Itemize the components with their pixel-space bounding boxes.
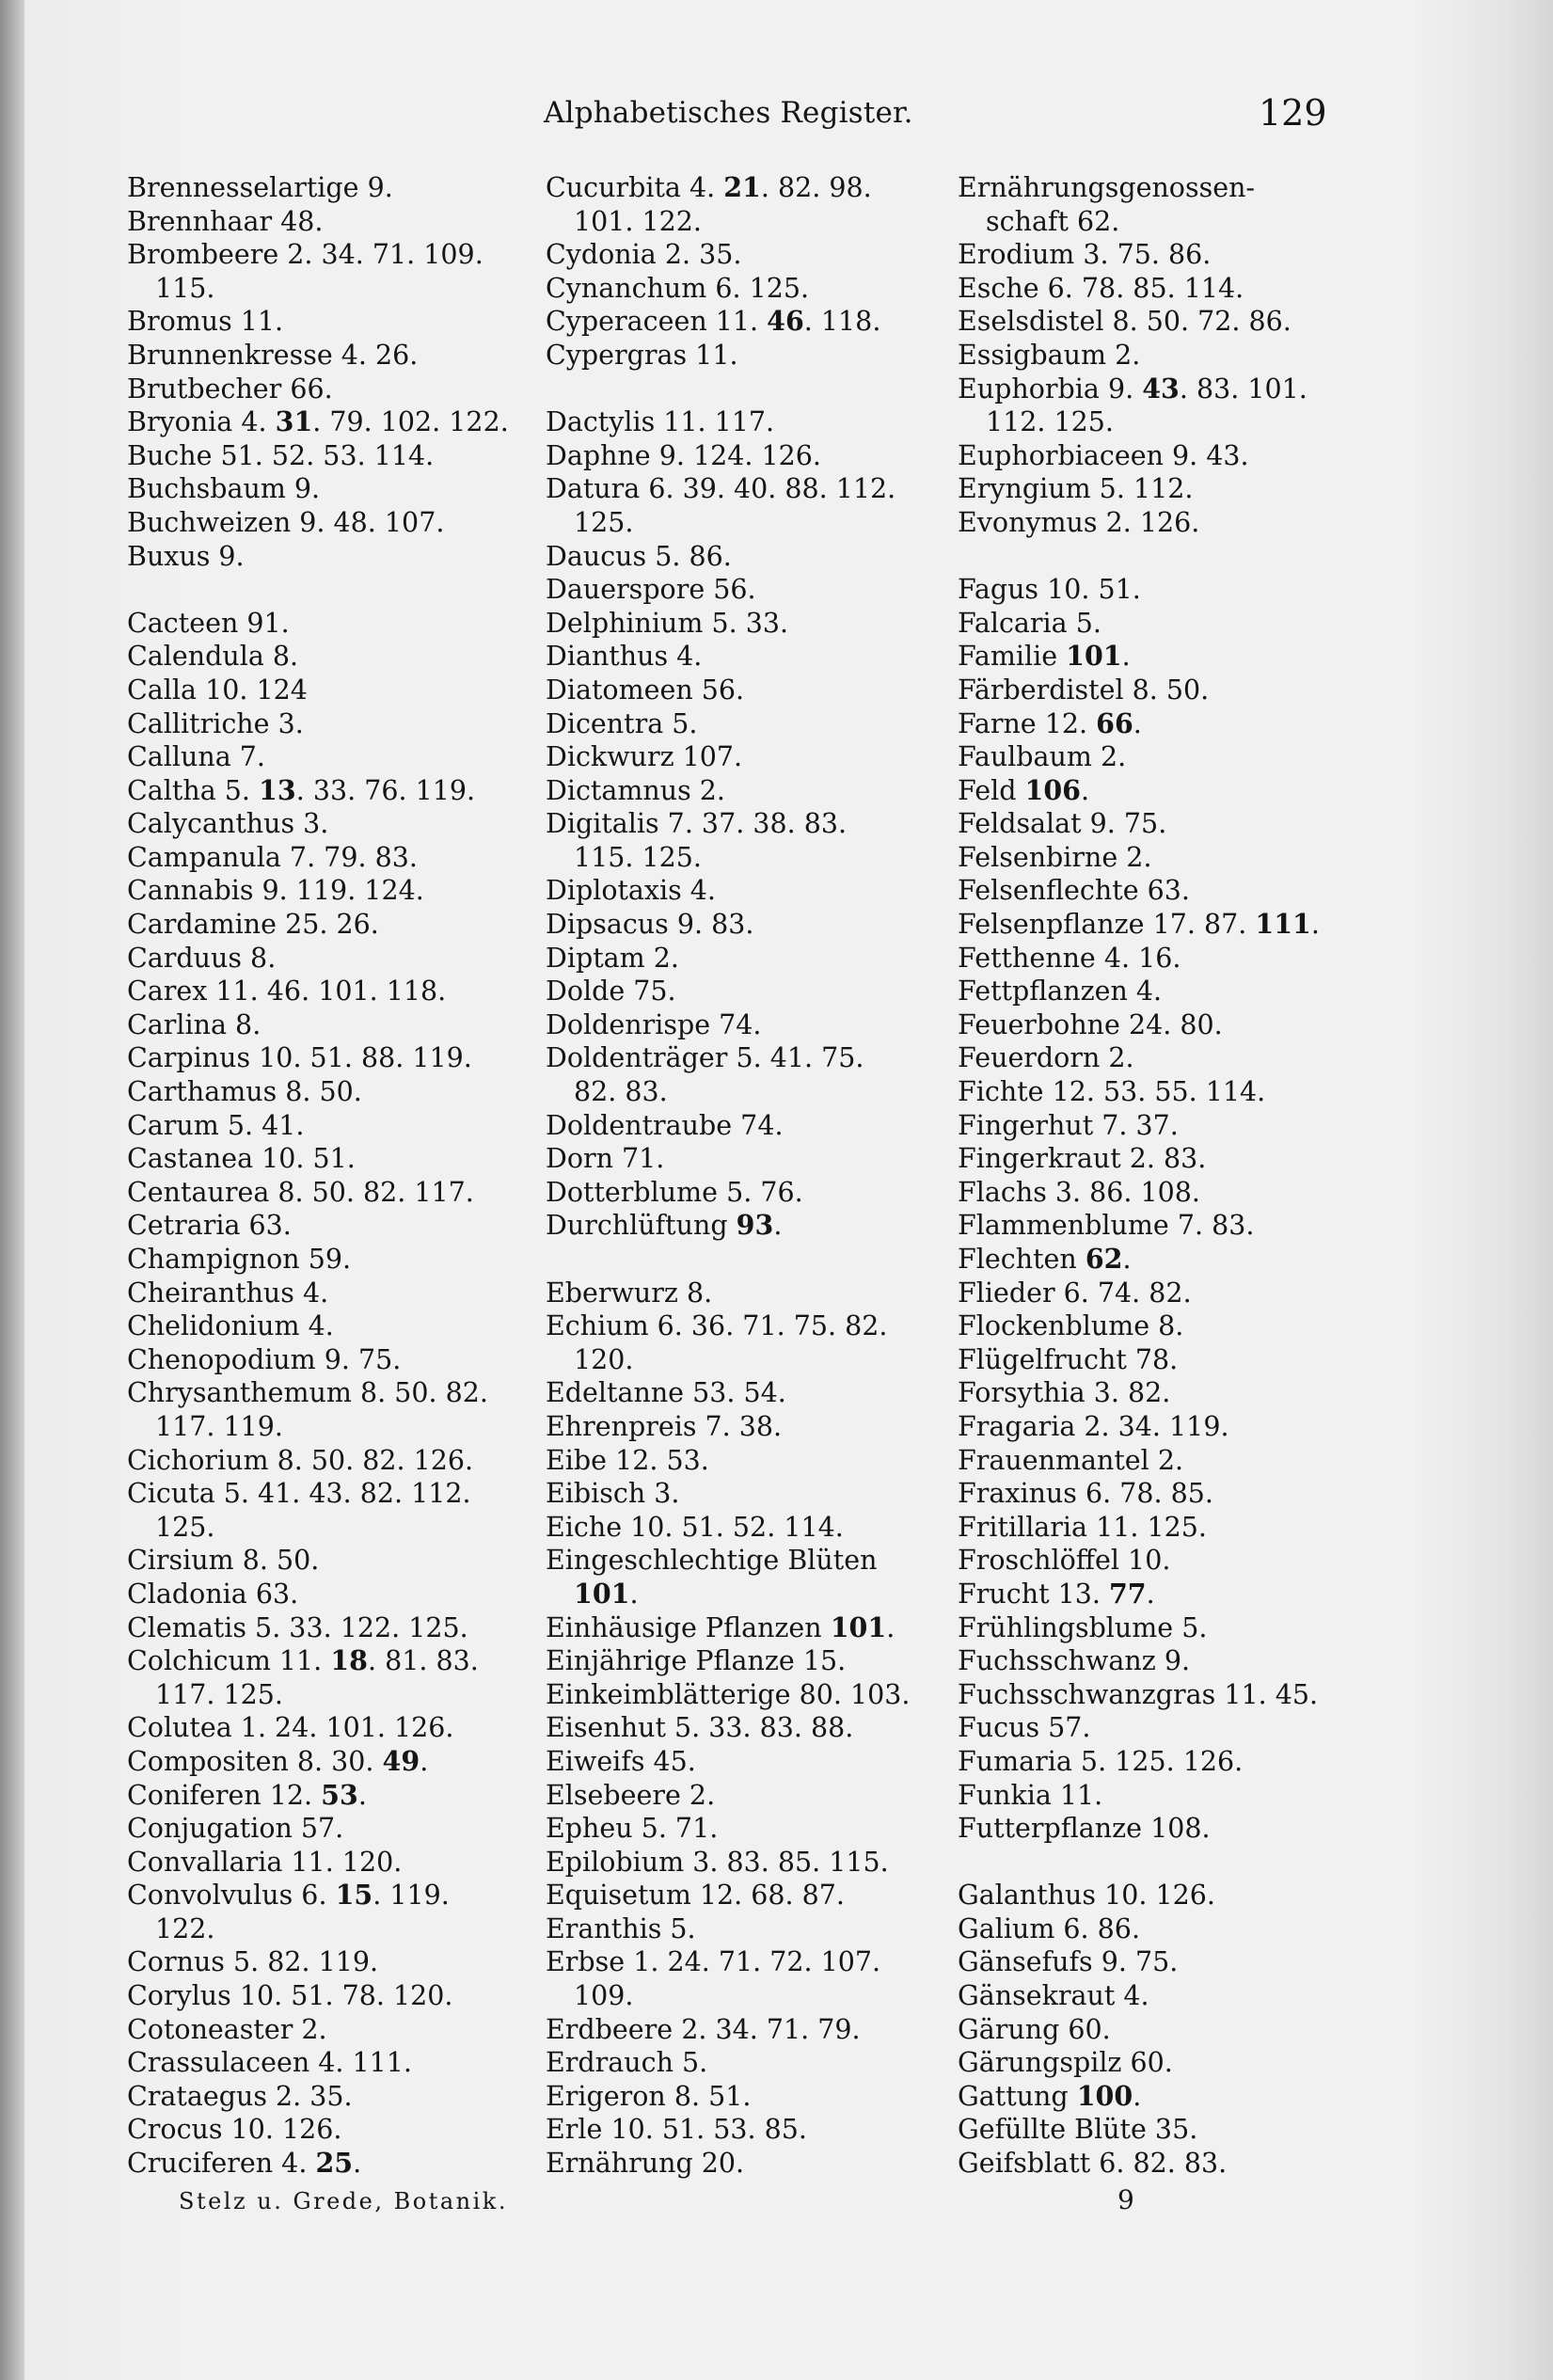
- register-entry: Carpinus 10. 51. 88. 119.: [127, 1042, 472, 1074]
- register-entry: Eiche 10. 51. 52. 114.: [546, 1511, 844, 1543]
- register-entry: Fragaria 2. 34. 119.: [958, 1410, 1229, 1442]
- register-entry: Eryngium 5. 112.: [958, 473, 1194, 505]
- footer-signature: Stelz u. Grede, Botanik.: [179, 2188, 508, 2214]
- register-entry: Doldenträger 5. 41. 75.: [546, 1042, 864, 1074]
- register-entry: Essigbaum 2.: [958, 339, 1141, 371]
- register-entry-continuation: 125.: [155, 1511, 215, 1543]
- register-entry: Durchlüftung 93.: [546, 1209, 783, 1242]
- register-entry: Echium 6. 36. 71. 75. 82.: [546, 1310, 888, 1342]
- register-entry: Gefüllte Blüte 35.: [958, 2114, 1198, 2146]
- register-entry: Epheu 5. 71.: [546, 1813, 719, 1845]
- register-entry: Erdrauch 5.: [546, 2047, 708, 2079]
- register-entry: Färberdistel 8. 50.: [958, 674, 1210, 706]
- register-entry: Dipsacus 9. 83.: [546, 909, 754, 941]
- register-entry: Datura 6. 39. 40. 88. 112.: [546, 473, 896, 505]
- register-entry: Bryonia 4. 31. 79. 102. 122.: [127, 405, 509, 438]
- register-entry: Calycanthus 3.: [127, 808, 329, 840]
- register-entry: Cacteen 91.: [127, 607, 290, 639]
- register-entry: Doldentraube 74.: [546, 1109, 784, 1141]
- register-entry: Calluna 7.: [127, 741, 265, 773]
- register-entry: Funkia 11.: [958, 1779, 1103, 1811]
- register-entry: Fuchsschwanz 9.: [958, 1645, 1191, 1677]
- register-entry: Froschlöffel 10.: [958, 1545, 1171, 1577]
- register-entry: Carlina 8.: [127, 1008, 261, 1040]
- register-entry: Einhäusige Pflanzen 101.: [546, 1610, 895, 1643]
- register-column-1: [127, 171, 522, 2181]
- register-entry: Cynanchum 6. 125.: [546, 272, 810, 304]
- register-entry: Gänsefufs 9. 75.: [958, 1946, 1179, 1978]
- register-entry: Evonymus 2. 126.: [958, 506, 1200, 538]
- register-entry: Eisenhut 5. 33. 83. 88.: [546, 1712, 854, 1744]
- register-entry: Brennhaar 48.: [127, 205, 324, 237]
- register-entry: Cardamine 25. 26.: [127, 909, 379, 941]
- register-entry: Brennesselartige 9.: [127, 172, 393, 203]
- register-entry: Dactylis 11. 117.: [546, 406, 775, 438]
- register-entry: Flammenblume 7. 83.: [958, 1210, 1255, 1242]
- register-entry-continuation: 117. 119.: [155, 1410, 283, 1442]
- register-entry: Flügelfrucht 78.: [958, 1343, 1179, 1375]
- register-entry: Frauenmantel 2.: [958, 1444, 1184, 1476]
- register-entry: Brunnenkresse 4. 26.: [127, 339, 419, 371]
- register-entry: Chelidonium 4.: [127, 1310, 334, 1342]
- register-entry: Calla 10. 124: [127, 674, 308, 706]
- book-gutter: [0, 0, 24, 2380]
- register-entry: Gattung 100.: [958, 2079, 1142, 2112]
- register-entry: Gärung 60.: [958, 2013, 1111, 2045]
- register-entry: Diptam 2.: [546, 942, 679, 974]
- register-entry: Cyperaceen 11. 46. 118.: [546, 305, 881, 338]
- register-entry: Familie 101.: [958, 640, 1131, 673]
- register-entry: Dauerspore 56.: [546, 574, 756, 606]
- register-entry: Dicentra 5.: [546, 707, 698, 739]
- register-entry: Fichte 12. 53. 55. 114.: [958, 1076, 1266, 1108]
- register-entry: Bromus 11.: [127, 306, 284, 338]
- register-entry: Ehrenpreis 7. 38.: [546, 1410, 783, 1442]
- register-entry: Centaurea 8. 50. 82. 117.: [127, 1176, 474, 1208]
- register-entry-continuation: 109.: [574, 1980, 634, 2012]
- register-entry: Fraxinus 6. 78. 85.: [958, 1478, 1213, 1510]
- register-entry: Ernährungsgenossen-: [958, 172, 1256, 203]
- register-entry: Flockenblume 8.: [958, 1310, 1184, 1342]
- register-entry: Campanula 7. 79. 83.: [127, 841, 418, 873]
- register-entry: Gänsekraut 4.: [958, 1980, 1149, 2012]
- register-entry: Carduus 8.: [127, 942, 277, 974]
- register-entry: Buche 51. 52. 53. 114.: [127, 439, 435, 471]
- register-entry-continuation: 122.: [155, 1912, 215, 1944]
- register-entry: Dickwurz 107.: [546, 741, 743, 773]
- register-entry: Cruciferen 4. 25.: [127, 2147, 362, 2180]
- register-entry: Colchicum 11. 18. 81. 83.: [127, 1644, 479, 1677]
- register-entry: Conjugation 57.: [127, 1813, 344, 1845]
- register-entry: Carthamus 8. 50.: [127, 1076, 362, 1108]
- register-entry: Delphinium 5. 33.: [546, 607, 789, 639]
- register-entry: Diplotaxis 4.: [546, 875, 716, 907]
- register-entry: Cheiranthus 4.: [127, 1277, 329, 1309]
- page-number: 129: [1259, 92, 1327, 134]
- register-entry: Brutbecher 66.: [127, 373, 333, 405]
- register-entry: Crocus 10. 126.: [127, 2114, 342, 2146]
- register-entry: Euphorbiaceen 9. 43.: [958, 439, 1249, 471]
- register-entry: Dolde 75.: [546, 976, 676, 1008]
- register-entry: Fingerkraut 2. 83.: [958, 1143, 1207, 1175]
- register-entry: Buchsbaum 9.: [127, 473, 321, 505]
- register-entry-continuation: 125.: [574, 506, 634, 538]
- register-entry: Farne 12. 66.: [958, 706, 1142, 739]
- register-column-2: [546, 171, 959, 2181]
- register-entry: Fumaria 5. 125. 126.: [958, 1745, 1244, 1777]
- register-entry: Einjährige Pflanze 15.: [546, 1645, 847, 1677]
- register-entry: Forsythia 3. 82.: [958, 1377, 1171, 1409]
- register-entry: Felsenbirne 2.: [958, 841, 1152, 873]
- register-entry: Flechten 62.: [958, 1243, 1132, 1275]
- register-entry: Esche 6. 78. 85. 114.: [958, 272, 1244, 304]
- register-entry: Elsebeere 2.: [546, 1779, 716, 1811]
- register-entry: Daucus 5. 86.: [546, 540, 732, 572]
- register-entry: Digitalis 7. 37. 38. 83.: [546, 808, 848, 840]
- register-entry: Flieder 6. 74. 82.: [958, 1277, 1192, 1309]
- register-entry: Cladonia 63.: [127, 1578, 299, 1610]
- register-entry-continuation: 82. 83.: [574, 1076, 668, 1108]
- register-entry: Cannabis 9. 119. 124.: [127, 875, 424, 907]
- register-entry: Chenopodium 9. 75.: [127, 1343, 402, 1375]
- register-entry: Eselsdistel 8. 50. 72. 86.: [958, 306, 1292, 338]
- register-entry: Eibe 12. 53.: [546, 1444, 709, 1476]
- register-entry: Fucus 57.: [958, 1712, 1091, 1744]
- register-entry: Castanea 10. 51.: [127, 1143, 356, 1175]
- register-entry: Brombeere 2. 34. 71. 109.: [127, 239, 483, 271]
- register-entry: Buxus 9.: [127, 540, 245, 572]
- register-entry: Gärungspilz 60.: [958, 2047, 1173, 2079]
- register-entry: Felsenflechte 63.: [958, 875, 1190, 907]
- register-entry: Euphorbia 9. 43. 83. 101.: [958, 372, 1307, 405]
- register-entry: Faulbaum 2.: [958, 741, 1127, 773]
- register-entry: Fetthenne 4. 16.: [958, 942, 1181, 974]
- register-entry: Eiweifs 45.: [546, 1745, 696, 1777]
- register-entry: Crataegus 2. 35.: [127, 2080, 353, 2112]
- register-entry: Cirsium 8. 50.: [127, 1545, 320, 1577]
- register-entry: Fritillaria 11. 125.: [958, 1511, 1207, 1543]
- register-entry: Doldenrispe 74.: [546, 1008, 762, 1040]
- register-entry: Edeltanne 53. 54.: [546, 1377, 786, 1409]
- page-header-title: Alphabetisches Register.: [544, 96, 913, 130]
- register-entry: Cornus 5. 82. 119.: [127, 1946, 379, 1978]
- register-entry: Eberwurz 8.: [546, 1277, 713, 1309]
- register-entry: Convallaria 11. 120.: [127, 1846, 403, 1878]
- register-entry-continuation: 120.: [574, 1343, 634, 1375]
- register-entry: Falcaria 5.: [958, 607, 1101, 639]
- register-entry: Erbse 1. 24. 71. 72. 107.: [546, 1946, 881, 1978]
- register-entry: Epilobium 3. 83. 85. 115.: [546, 1846, 889, 1878]
- register-entry: Cydonia 2. 35.: [546, 239, 742, 271]
- register-entry: Cetraria 63.: [127, 1210, 292, 1242]
- register-entry: Fuchsschwanzgras 11. 45.: [958, 1678, 1319, 1710]
- register-entry: Feuerdorn 2.: [958, 1042, 1134, 1074]
- register-entry-continuation: schaft 62.: [986, 205, 1120, 237]
- register-entry: Cotoneaster 2.: [127, 2013, 327, 2045]
- register-entry: Compositen 8. 30. 49.: [127, 1744, 429, 1777]
- register-entry: Feld 106.: [958, 773, 1090, 806]
- register-entry: Dorn 71.: [546, 1143, 665, 1175]
- register-entry: Fingerhut 7. 37.: [958, 1109, 1179, 1141]
- register-entry: Frucht 13. 77.: [958, 1577, 1155, 1610]
- register-entry: Erigeron 8. 51.: [546, 2080, 752, 2112]
- register-entry: Feuerbohne 24. 80.: [958, 1008, 1223, 1040]
- register-entry: Cucurbita 4. 21. 82. 98.: [546, 171, 872, 203]
- register-entry: Feldsalat 9. 75.: [958, 808, 1167, 840]
- register-entry: Convolvulus 6. 15. 119.: [127, 1879, 450, 1912]
- register-entry: Crassulaceen 4. 111.: [127, 2047, 412, 2079]
- register-entry: Clematis 5. 33. 122. 125.: [127, 1611, 468, 1643]
- register-entry: Erdbeere 2. 34. 71. 79.: [546, 2013, 861, 2045]
- register-entry-continuation: 117. 125.: [155, 1678, 283, 1710]
- register-entry: Chrysanthemum 8. 50. 82.: [127, 1377, 488, 1409]
- register-entry: Diatomeen 56.: [546, 674, 745, 706]
- register-entry: Corylus 10. 51. 78. 120.: [127, 1980, 453, 2012]
- register-entry: Flachs 3. 86. 108.: [958, 1176, 1200, 1208]
- register-entry: Dictamnus 2.: [546, 774, 725, 806]
- register-column-3: [958, 171, 1353, 2181]
- register-entry: Eibisch 3.: [546, 1478, 680, 1510]
- register-entry: Cicuta 5. 41. 43. 82. 112.: [127, 1478, 471, 1510]
- register-entry: Einkeimblätterige 80. 103.: [546, 1678, 911, 1710]
- register-entry: Equisetum 12. 68. 87.: [546, 1880, 845, 1912]
- register-entry: Cichorium 8. 50. 82. 126.: [127, 1444, 474, 1476]
- register-entry: Colutea 1. 24. 101. 126.: [127, 1712, 454, 1744]
- register-entry-continuation: 101.: [574, 1577, 639, 1610]
- register-entry: Fagus 10. 51.: [958, 574, 1141, 606]
- register-entry: Fettpflanzen 4.: [958, 976, 1163, 1008]
- register-entry: Dianthus 4.: [546, 641, 703, 673]
- register-entry: Champignon 59.: [127, 1244, 352, 1275]
- register-entry-continuation: 112. 125.: [986, 406, 1114, 438]
- register-entry-continuation: 115.: [155, 272, 215, 304]
- register-entry: Geifsblatt 6. 82. 83.: [958, 2148, 1228, 2180]
- register-entry: Callitriche 3.: [127, 707, 304, 739]
- register-entry: Erodium 3. 75. 86.: [958, 239, 1212, 271]
- register-entry: Frühlingsblume 5.: [958, 1611, 1208, 1643]
- register-entry: Galium 6. 86.: [958, 1912, 1141, 1944]
- register-entry: Felsenpflanze 17. 87. 111.: [958, 908, 1320, 941]
- register-entry: Eingeschlechtige Blüten: [546, 1545, 878, 1577]
- register-entry-continuation: 115. 125.: [574, 841, 702, 873]
- register-entry: Galanthus 10. 126.: [958, 1880, 1215, 1912]
- register-entry: Coniferen 12. 53.: [127, 1778, 367, 1811]
- register-entry: Carum 5. 41.: [127, 1109, 305, 1141]
- register-entry: Futterpflanze 108.: [958, 1813, 1211, 1845]
- footer-sheet-number: 9: [1117, 2184, 1134, 2215]
- register-entry: Dotterblume 5. 76.: [546, 1176, 803, 1208]
- register-entry: Buchweizen 9. 48. 107.: [127, 506, 445, 538]
- register-entry-continuation: 101. 122.: [574, 205, 702, 237]
- register-entry: Erle 10. 51. 53. 85.: [546, 2114, 807, 2146]
- register-entry: Ernährung 20.: [546, 2148, 745, 2180]
- register-entry: Cypergras 11.: [546, 339, 738, 371]
- register-entry: Carex 11. 46. 101. 118.: [127, 976, 447, 1008]
- register-entry: Daphne 9. 124. 126.: [546, 439, 821, 471]
- register-entry: Calendula 8.: [127, 641, 299, 673]
- register-entry: Caltha 5. 13. 33. 76. 119.: [127, 773, 476, 806]
- register-entry: Eranthis 5.: [546, 1912, 696, 1944]
